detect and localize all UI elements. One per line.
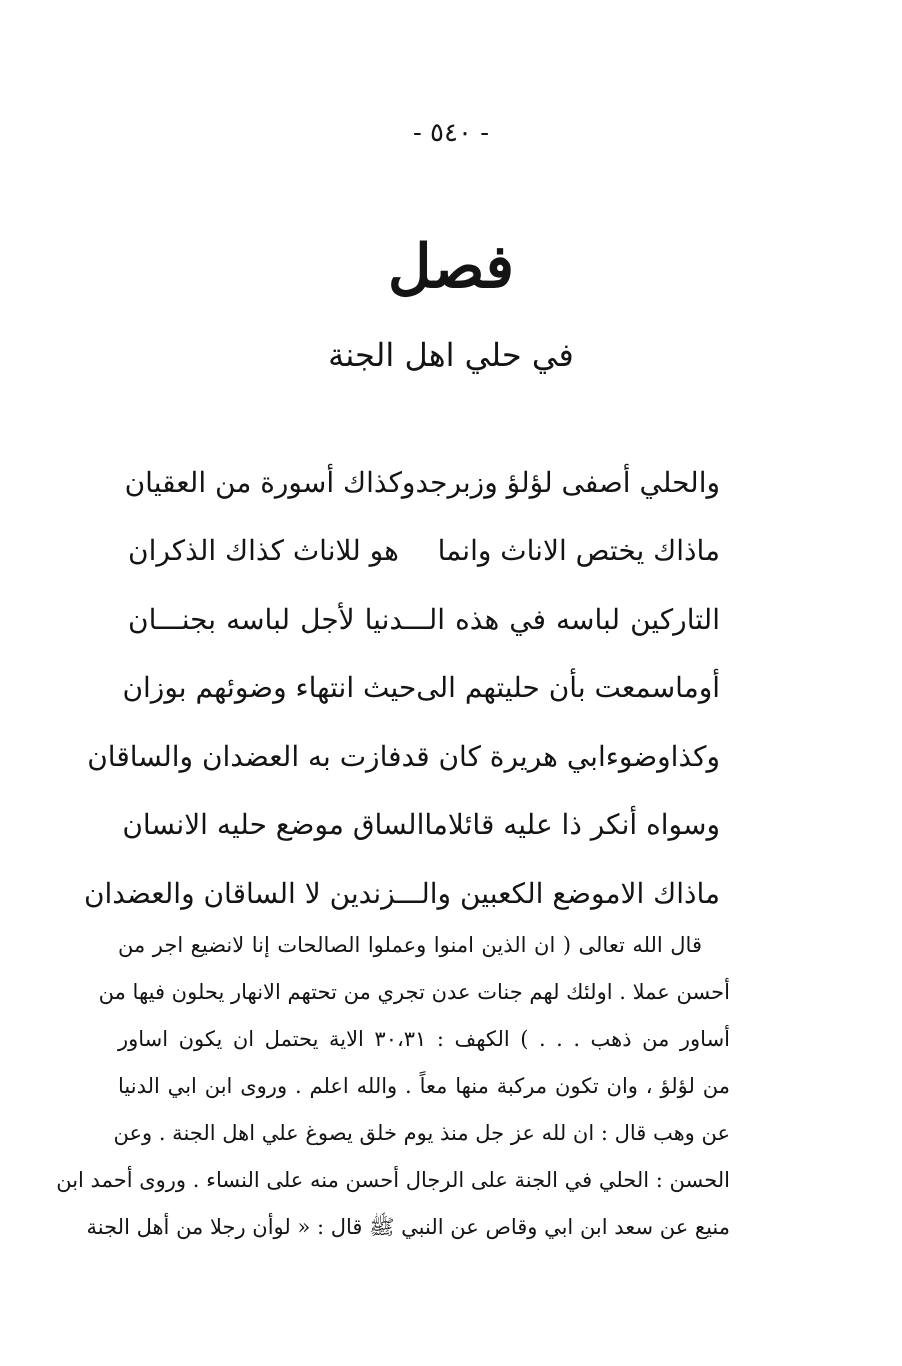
- verse-second-hemistich: وكذاك أسورة من العقيان: [124, 465, 416, 499]
- prose-line: أساور من ذهب . . . ) الكهف : ٣٠،٣١ الاية يحتمل ان يكون اساور: [118, 1027, 731, 1051]
- verse-second-hemistich: حيث انتهاء وضوئهم بوزان: [122, 671, 417, 705]
- verse-second-hemistich: فازت به العضدان والساقان: [87, 739, 402, 773]
- prose-line: من لؤلؤ ، وان تكون مركبة منها معاً . والله اعلم . وروى ابن ابي الدنيا: [118, 1074, 730, 1098]
- prose-paragraph: [56, 922, 731, 1251]
- section-title: فصل: [387, 232, 515, 302]
- prose-commentary: [56, 922, 731, 1251]
- verse-first-hemistich: وكذاوضوءابي هريرة كان قد: [401, 739, 720, 773]
- poem-verse: [122, 791, 720, 860]
- verse-first-hemistich: وسواه أنكر ذا عليه قائلا: [447, 808, 720, 842]
- poem: [83, 448, 720, 928]
- page-number: - ٥٤٠ -: [412, 118, 490, 148]
- verse-first-hemistich: ماذاك يختص الاناث وانما: [437, 534, 720, 568]
- prose-line: عن وهب قال : ان لله عز جل منذ يوم خلق يصوغ علي اهل الجنة . وعن: [113, 1121, 730, 1145]
- verse-first-hemistich: والحلي أصفى لؤلؤ وزبرجد: [415, 465, 720, 499]
- poem-verse: [124, 448, 720, 517]
- prose-line: الحسن : الحلي في الجنة على الرجال أحسن منه على النساء . وروى أحمد ابن: [56, 1168, 730, 1192]
- poem-verse: [128, 585, 720, 654]
- verse-second-hemistich: هو للاناث كذاك الذكران: [128, 534, 399, 568]
- section-subtitle: في حلي اهل الجنة: [328, 336, 574, 374]
- prose-line: قال الله تعالى ( ان الذين امنوا وعملوا الصالحات إنا لانضيع اجر من: [118, 933, 702, 957]
- poem-verse: [87, 722, 720, 791]
- verse-second-hemistich: ماالساق موضع حليه الانسان: [122, 808, 448, 842]
- poem-verse: [122, 654, 720, 723]
- verse-first-hemistich: أوماسمعت بأن حليتهم الى: [416, 671, 720, 705]
- verse-full-line: ماذاك الاموضع الكعبين والـــزندين لا الساقان والعضدان: [83, 876, 720, 910]
- prose-line: أحسن عملا . اولئك لهم جنات عدن تجري من تحتهم الانهار يحلون فيها من: [98, 980, 730, 1004]
- poem-verse: [83, 859, 720, 928]
- prose-line: منيع عن سعد ابن ابي وقاص عن النبي ﷺ قال : « لوأن رجلا من أهل الجنة: [86, 1215, 730, 1239]
- verse-full-line: التاركين لباسه في هذه الـــدنيا لأجل لباسه بجنـــان: [128, 602, 720, 636]
- poem-verse: [128, 517, 720, 586]
